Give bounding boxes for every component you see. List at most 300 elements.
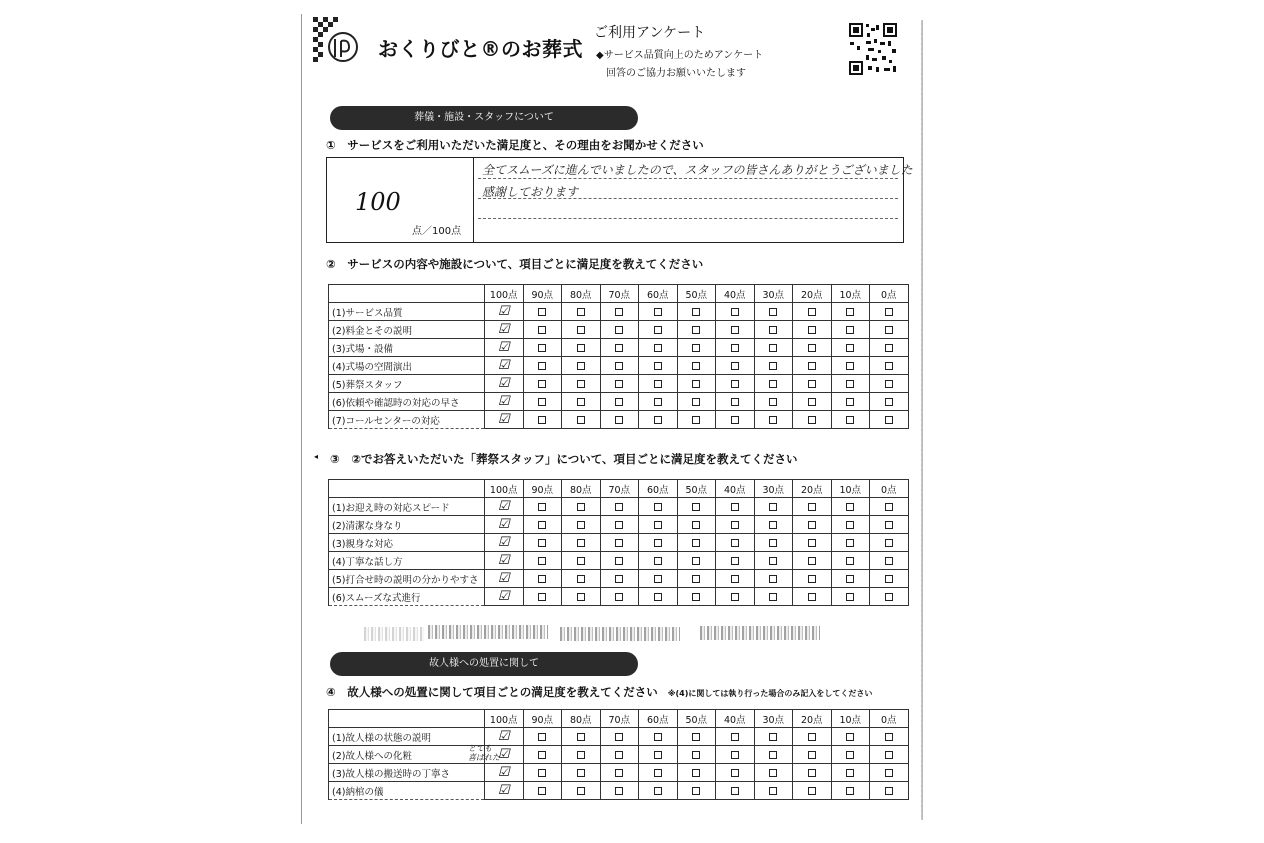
checkbox-icon[interactable] (731, 398, 739, 406)
rating-cell (677, 339, 716, 357)
rating-cell (639, 498, 678, 516)
checked-checkbox-icon[interactable]: ☑ (497, 747, 510, 762)
checkbox-icon[interactable] (731, 521, 739, 529)
checkbox-icon[interactable] (538, 362, 546, 370)
checkbox-icon[interactable] (538, 539, 546, 547)
checkbox-icon[interactable] (577, 575, 585, 583)
scan-noise (700, 626, 820, 640)
checkbox-icon[interactable] (808, 539, 816, 547)
rating-cell (754, 411, 793, 429)
checkbox-icon[interactable] (654, 751, 662, 759)
column-header: 80点 (562, 285, 601, 303)
checkbox-icon[interactable] (692, 326, 700, 334)
checkbox-icon[interactable] (885, 326, 893, 334)
checkbox-icon[interactable] (692, 380, 700, 388)
checkbox-icon[interactable] (731, 503, 739, 511)
checkbox-icon[interactable] (885, 308, 893, 316)
checkbox-icon[interactable] (769, 503, 777, 511)
checkbox-icon[interactable] (846, 751, 854, 759)
checkbox-icon[interactable] (654, 416, 662, 424)
checkbox-icon[interactable] (577, 751, 585, 759)
rating-cell (831, 746, 870, 764)
checkbox-icon[interactable] (615, 503, 623, 511)
checkbox-icon[interactable] (808, 593, 816, 601)
rating-cell (716, 357, 755, 375)
checked-checkbox-icon[interactable]: ☑ (497, 571, 510, 586)
checkbox-icon[interactable] (769, 380, 777, 388)
checkbox-icon[interactable] (885, 503, 893, 511)
rating-cell (831, 498, 870, 516)
checkbox-icon[interactable] (615, 557, 623, 565)
checkbox-icon[interactable] (615, 769, 623, 777)
checkbox-icon[interactable] (731, 380, 739, 388)
checkbox-icon[interactable] (846, 539, 854, 547)
checkbox-icon[interactable] (615, 593, 623, 601)
checkbox-icon[interactable] (538, 503, 546, 511)
checkbox-icon[interactable] (654, 380, 662, 388)
rating-cell (562, 764, 601, 782)
checkbox-icon[interactable] (654, 362, 662, 370)
checkbox-icon[interactable] (885, 769, 893, 777)
checkbox-icon[interactable] (615, 362, 623, 370)
checkbox-icon[interactable] (654, 733, 662, 741)
rating-cell (639, 357, 678, 375)
checkbox-icon[interactable] (577, 326, 585, 334)
checkbox-icon[interactable] (769, 521, 777, 529)
checkbox-icon[interactable] (731, 344, 739, 352)
checkbox-icon[interactable] (885, 398, 893, 406)
checked-checkbox-icon[interactable]: ☑ (497, 304, 510, 319)
rating-cell (831, 782, 870, 800)
checkbox-icon[interactable] (692, 733, 700, 741)
rating-cell (523, 552, 562, 570)
checked-checkbox-icon[interactable]: ☑ (497, 589, 510, 604)
checkbox-icon[interactable] (846, 557, 854, 565)
checkbox-icon[interactable] (692, 769, 700, 777)
checkbox-icon[interactable] (846, 326, 854, 334)
checkbox-icon[interactable] (654, 787, 662, 795)
checkbox-icon[interactable] (731, 575, 739, 583)
rating-cell (754, 357, 793, 375)
rating-cell (677, 393, 716, 411)
checkbox-icon[interactable] (692, 787, 700, 795)
rating-cell (793, 357, 832, 375)
checkbox-icon[interactable] (769, 751, 777, 759)
checked-checkbox-icon[interactable]: ☑ (497, 358, 510, 373)
checkbox-icon[interactable] (731, 557, 739, 565)
row-label: (2)料金とその説明 (329, 321, 485, 339)
checkbox-icon[interactable] (769, 308, 777, 316)
checked-checkbox-icon[interactable]: ☑ (497, 517, 510, 532)
rating-cell (562, 411, 601, 429)
checkbox-icon[interactable] (731, 326, 739, 334)
checkbox-icon[interactable] (846, 733, 854, 741)
checkbox-icon[interactable] (731, 769, 739, 777)
checkbox-icon[interactable] (808, 521, 816, 529)
checkbox-icon[interactable] (769, 416, 777, 424)
checkbox-icon[interactable] (692, 751, 700, 759)
checkbox-icon[interactable] (577, 344, 585, 352)
checkbox-icon[interactable] (846, 575, 854, 583)
checkbox-icon[interactable] (692, 416, 700, 424)
checkbox-icon[interactable] (654, 539, 662, 547)
checkbox-icon[interactable] (615, 539, 623, 547)
checkbox-icon[interactable] (577, 362, 585, 370)
rating-cell (485, 764, 524, 782)
rating-cell (793, 375, 832, 393)
table-row (329, 375, 909, 393)
checkbox-icon[interactable] (846, 362, 854, 370)
checkbox-icon[interactable] (538, 326, 546, 334)
rating-cell (677, 321, 716, 339)
checkbox-icon[interactable] (846, 769, 854, 777)
checkbox-icon[interactable] (808, 751, 816, 759)
checkbox-icon[interactable] (654, 557, 662, 565)
rating-cell (754, 570, 793, 588)
rating-cell (485, 303, 524, 321)
checked-checkbox-icon[interactable]: ☑ (497, 783, 510, 798)
checked-checkbox-icon[interactable]: ☑ (497, 553, 510, 568)
checkbox-icon[interactable] (769, 539, 777, 547)
checkbox-icon[interactable] (846, 521, 854, 529)
checkbox-icon[interactable] (731, 733, 739, 741)
checkbox-icon[interactable] (538, 521, 546, 529)
rating-cell (870, 321, 909, 339)
rating-cell (523, 570, 562, 588)
column-header: 10点 (831, 480, 870, 498)
checkbox-icon[interactable] (692, 575, 700, 583)
rating-cell (754, 746, 793, 764)
rating-cell (523, 728, 562, 746)
column-header: 80点 (562, 480, 601, 498)
column-header: 0点 (870, 480, 909, 498)
rating-cell (716, 552, 755, 570)
checkbox-icon[interactable] (731, 787, 739, 795)
checkbox-icon[interactable] (538, 575, 546, 583)
rating-cell (677, 764, 716, 782)
checkbox-icon[interactable] (577, 380, 585, 388)
checkbox-icon[interactable] (808, 733, 816, 741)
checkbox-icon[interactable] (538, 769, 546, 777)
checkbox-icon[interactable] (808, 308, 816, 316)
column-header: 30点 (754, 710, 793, 728)
checkbox-icon[interactable] (615, 398, 623, 406)
rating-cell (562, 728, 601, 746)
rating-cell (870, 411, 909, 429)
checkbox-icon[interactable] (769, 769, 777, 777)
q1-score-unit: 点／100点 (412, 226, 462, 237)
column-header: 100点 (485, 710, 524, 728)
checkbox-icon[interactable] (654, 521, 662, 529)
checkbox-icon[interactable] (577, 557, 585, 565)
rating-cell (677, 570, 716, 588)
checkbox-icon[interactable] (577, 398, 585, 406)
checkbox-icon[interactable] (654, 769, 662, 777)
checkbox-icon[interactable] (846, 503, 854, 511)
checkbox-icon[interactable] (885, 362, 893, 370)
checkbox-icon[interactable] (769, 398, 777, 406)
checkbox-icon[interactable] (885, 557, 893, 565)
checkbox-icon[interactable] (808, 769, 816, 777)
rating-cell (793, 728, 832, 746)
table-row (329, 552, 909, 570)
checkbox-icon[interactable] (538, 593, 546, 601)
rating-cell (793, 339, 832, 357)
rating-cell (793, 746, 832, 764)
rating-cell (793, 782, 832, 800)
checkbox-icon[interactable] (692, 362, 700, 370)
rating-cell (831, 534, 870, 552)
checkbox-icon[interactable] (885, 751, 893, 759)
rating-cell (870, 588, 909, 606)
checkbox-icon[interactable] (654, 326, 662, 334)
rating-cell (523, 303, 562, 321)
rating-cell (793, 303, 832, 321)
checkbox-icon[interactable] (769, 326, 777, 334)
checkbox-icon[interactable] (615, 416, 623, 424)
checkbox-icon[interactable] (808, 557, 816, 565)
checkbox-icon[interactable] (885, 344, 893, 352)
checkbox-icon[interactable] (731, 416, 739, 424)
checkbox-icon[interactable] (885, 593, 893, 601)
rating-cell (716, 764, 755, 782)
rating-cell (639, 393, 678, 411)
rating-cell (523, 393, 562, 411)
checkbox-icon[interactable] (577, 521, 585, 529)
table-row (329, 782, 909, 800)
rating-cell (870, 339, 909, 357)
rating-cell (677, 782, 716, 800)
checkbox-icon[interactable] (538, 398, 546, 406)
row-label: (4)式場の空間演出 (329, 357, 485, 375)
rating-cell (677, 375, 716, 393)
checkbox-icon[interactable] (538, 751, 546, 759)
rating-cell (716, 516, 755, 534)
checkbox-icon[interactable] (885, 733, 893, 741)
checked-checkbox-icon[interactable]: ☑ (497, 729, 510, 744)
column-header: 20点 (793, 285, 832, 303)
checkbox-icon[interactable] (654, 308, 662, 316)
checkbox-icon[interactable] (692, 539, 700, 547)
row-label: (6)スムーズな式進行 (329, 588, 485, 606)
rating-cell (562, 339, 601, 357)
checked-checkbox-icon[interactable]: ☑ (497, 340, 510, 355)
checkbox-icon[interactable] (846, 398, 854, 406)
checkbox-icon[interactable] (769, 593, 777, 601)
rating-cell (485, 570, 524, 588)
checkbox-icon[interactable] (538, 344, 546, 352)
checked-checkbox-icon[interactable]: ☑ (497, 322, 510, 337)
checkbox-icon[interactable] (731, 308, 739, 316)
rating-cell (523, 498, 562, 516)
rating-cell (523, 375, 562, 393)
q4-title-text: ④ 故人様への処置に関して項目ごとの満足度を教えてください (326, 685, 658, 699)
checkbox-icon[interactable] (538, 733, 546, 741)
checkbox-icon[interactable] (692, 521, 700, 529)
checkbox-icon[interactable] (692, 593, 700, 601)
checkbox-icon[interactable] (846, 344, 854, 352)
checkbox-icon[interactable] (769, 557, 777, 565)
rating-cell (831, 321, 870, 339)
checkbox-icon[interactable] (769, 344, 777, 352)
checkbox-icon[interactable] (808, 416, 816, 424)
rating-cell (600, 588, 639, 606)
checkbox-icon[interactable] (615, 787, 623, 795)
checkbox-icon[interactable] (615, 308, 623, 316)
checkbox-icon[interactable] (577, 416, 585, 424)
column-header: 30点 (754, 285, 793, 303)
column-header: 40点 (716, 710, 755, 728)
checkbox-icon[interactable] (846, 593, 854, 601)
checkbox-icon[interactable] (731, 539, 739, 547)
checkbox-icon[interactable] (577, 769, 585, 777)
checkbox-icon[interactable] (769, 575, 777, 583)
rating-cell (523, 411, 562, 429)
column-header: 90点 (523, 710, 562, 728)
rating-cell (870, 782, 909, 800)
checkbox-icon[interactable] (538, 380, 546, 388)
table-row (329, 764, 909, 782)
q2-rating-table (328, 284, 909, 429)
checkbox-icon[interactable] (885, 416, 893, 424)
checkbox-icon[interactable] (615, 344, 623, 352)
checkbox-icon[interactable] (808, 787, 816, 795)
checkbox-icon[interactable] (577, 308, 585, 316)
table-row (329, 570, 909, 588)
rating-cell (600, 393, 639, 411)
checkbox-icon[interactable] (808, 362, 816, 370)
scan-noise (560, 627, 680, 641)
rating-cell (562, 588, 601, 606)
rating-cell (831, 552, 870, 570)
rating-cell (754, 764, 793, 782)
checkbox-icon[interactable] (654, 503, 662, 511)
checkbox-icon[interactable] (538, 787, 546, 795)
checkbox-icon[interactable] (846, 308, 854, 316)
checkbox-icon[interactable] (846, 416, 854, 424)
rating-cell (485, 782, 524, 800)
checkbox-icon[interactable] (654, 398, 662, 406)
checkbox-icon[interactable] (885, 380, 893, 388)
checkbox-icon[interactable] (808, 344, 816, 352)
checkbox-icon[interactable] (615, 380, 623, 388)
rating-cell (831, 516, 870, 534)
rating-cell (523, 321, 562, 339)
checked-checkbox-icon[interactable]: ☑ (497, 394, 510, 409)
column-header: 30点 (754, 480, 793, 498)
rating-cell (870, 303, 909, 321)
rating-cell (523, 746, 562, 764)
rating-cell (754, 534, 793, 552)
checkbox-icon[interactable] (615, 575, 623, 583)
checkbox-icon[interactable] (808, 398, 816, 406)
checkbox-icon[interactable] (769, 362, 777, 370)
rating-cell (485, 516, 524, 534)
checkbox-icon[interactable] (692, 308, 700, 316)
checkbox-icon[interactable] (692, 398, 700, 406)
checked-checkbox-icon[interactable]: ☑ (497, 765, 510, 780)
rating-cell (600, 746, 639, 764)
column-header: 50点 (677, 710, 716, 728)
column-header: 90点 (523, 480, 562, 498)
reason-rule (478, 178, 898, 179)
rating-cell (754, 728, 793, 746)
checkbox-icon[interactable] (654, 593, 662, 601)
checkbox-icon[interactable] (654, 344, 662, 352)
checkbox-icon[interactable] (538, 557, 546, 565)
checkbox-icon[interactable] (808, 380, 816, 388)
checkbox-icon[interactable] (885, 575, 893, 583)
checkbox-icon[interactable] (885, 539, 893, 547)
rating-cell (793, 570, 832, 588)
rating-cell (600, 411, 639, 429)
checkbox-icon[interactable] (538, 416, 546, 424)
rating-cell (639, 321, 678, 339)
checkbox-icon[interactable] (692, 503, 700, 511)
checked-checkbox-icon[interactable]: ☑ (497, 499, 510, 514)
checkbox-icon[interactable] (692, 557, 700, 565)
page-left-edge (301, 14, 302, 824)
checkbox-icon[interactable] (808, 326, 816, 334)
rating-cell (870, 498, 909, 516)
row-label: (3)親身な対応 (329, 534, 485, 552)
checkbox-icon[interactable] (654, 575, 662, 583)
checkbox-icon[interactable] (577, 539, 585, 547)
checkbox-icon[interactable] (577, 733, 585, 741)
rating-cell (716, 411, 755, 429)
checked-checkbox-icon[interactable]: ☑ (497, 535, 510, 550)
checkbox-icon[interactable] (615, 326, 623, 334)
checkbox-icon[interactable] (846, 380, 854, 388)
rating-cell (677, 534, 716, 552)
checkbox-icon[interactable] (615, 751, 623, 759)
rating-cell (600, 728, 639, 746)
rating-cell (716, 588, 755, 606)
checkbox-icon[interactable] (615, 521, 623, 529)
checkbox-icon[interactable] (769, 733, 777, 741)
checkbox-icon[interactable] (615, 733, 623, 741)
row-label: (3)式場・設備 (329, 339, 485, 357)
rating-cell (716, 303, 755, 321)
row-label: (2)故人様への化粧 (329, 746, 485, 764)
rating-cell (677, 588, 716, 606)
checkbox-icon[interactable] (731, 751, 739, 759)
rating-cell (870, 764, 909, 782)
rating-cell (870, 534, 909, 552)
checked-checkbox-icon[interactable]: ☑ (497, 376, 510, 391)
checkbox-icon[interactable] (538, 308, 546, 316)
rating-cell (870, 746, 909, 764)
column-header: 0点 (870, 710, 909, 728)
checkbox-icon[interactable] (577, 503, 585, 511)
checkbox-icon[interactable] (731, 362, 739, 370)
checkbox-icon[interactable] (885, 787, 893, 795)
checkbox-icon[interactable] (577, 787, 585, 795)
checkbox-icon[interactable] (885, 521, 893, 529)
checkbox-icon[interactable] (808, 503, 816, 511)
checkbox-icon[interactable] (846, 787, 854, 795)
checked-checkbox-icon[interactable]: ☑ (497, 412, 510, 427)
brand-logo-icon (313, 17, 359, 65)
checkbox-icon[interactable] (808, 575, 816, 583)
rating-cell (677, 498, 716, 516)
scan-noise (428, 625, 548, 639)
checkbox-icon[interactable] (692, 344, 700, 352)
checkbox-icon[interactable] (577, 593, 585, 601)
checkbox-icon[interactable] (731, 593, 739, 601)
rating-cell (600, 357, 639, 375)
checkbox-icon[interactable] (769, 787, 777, 795)
